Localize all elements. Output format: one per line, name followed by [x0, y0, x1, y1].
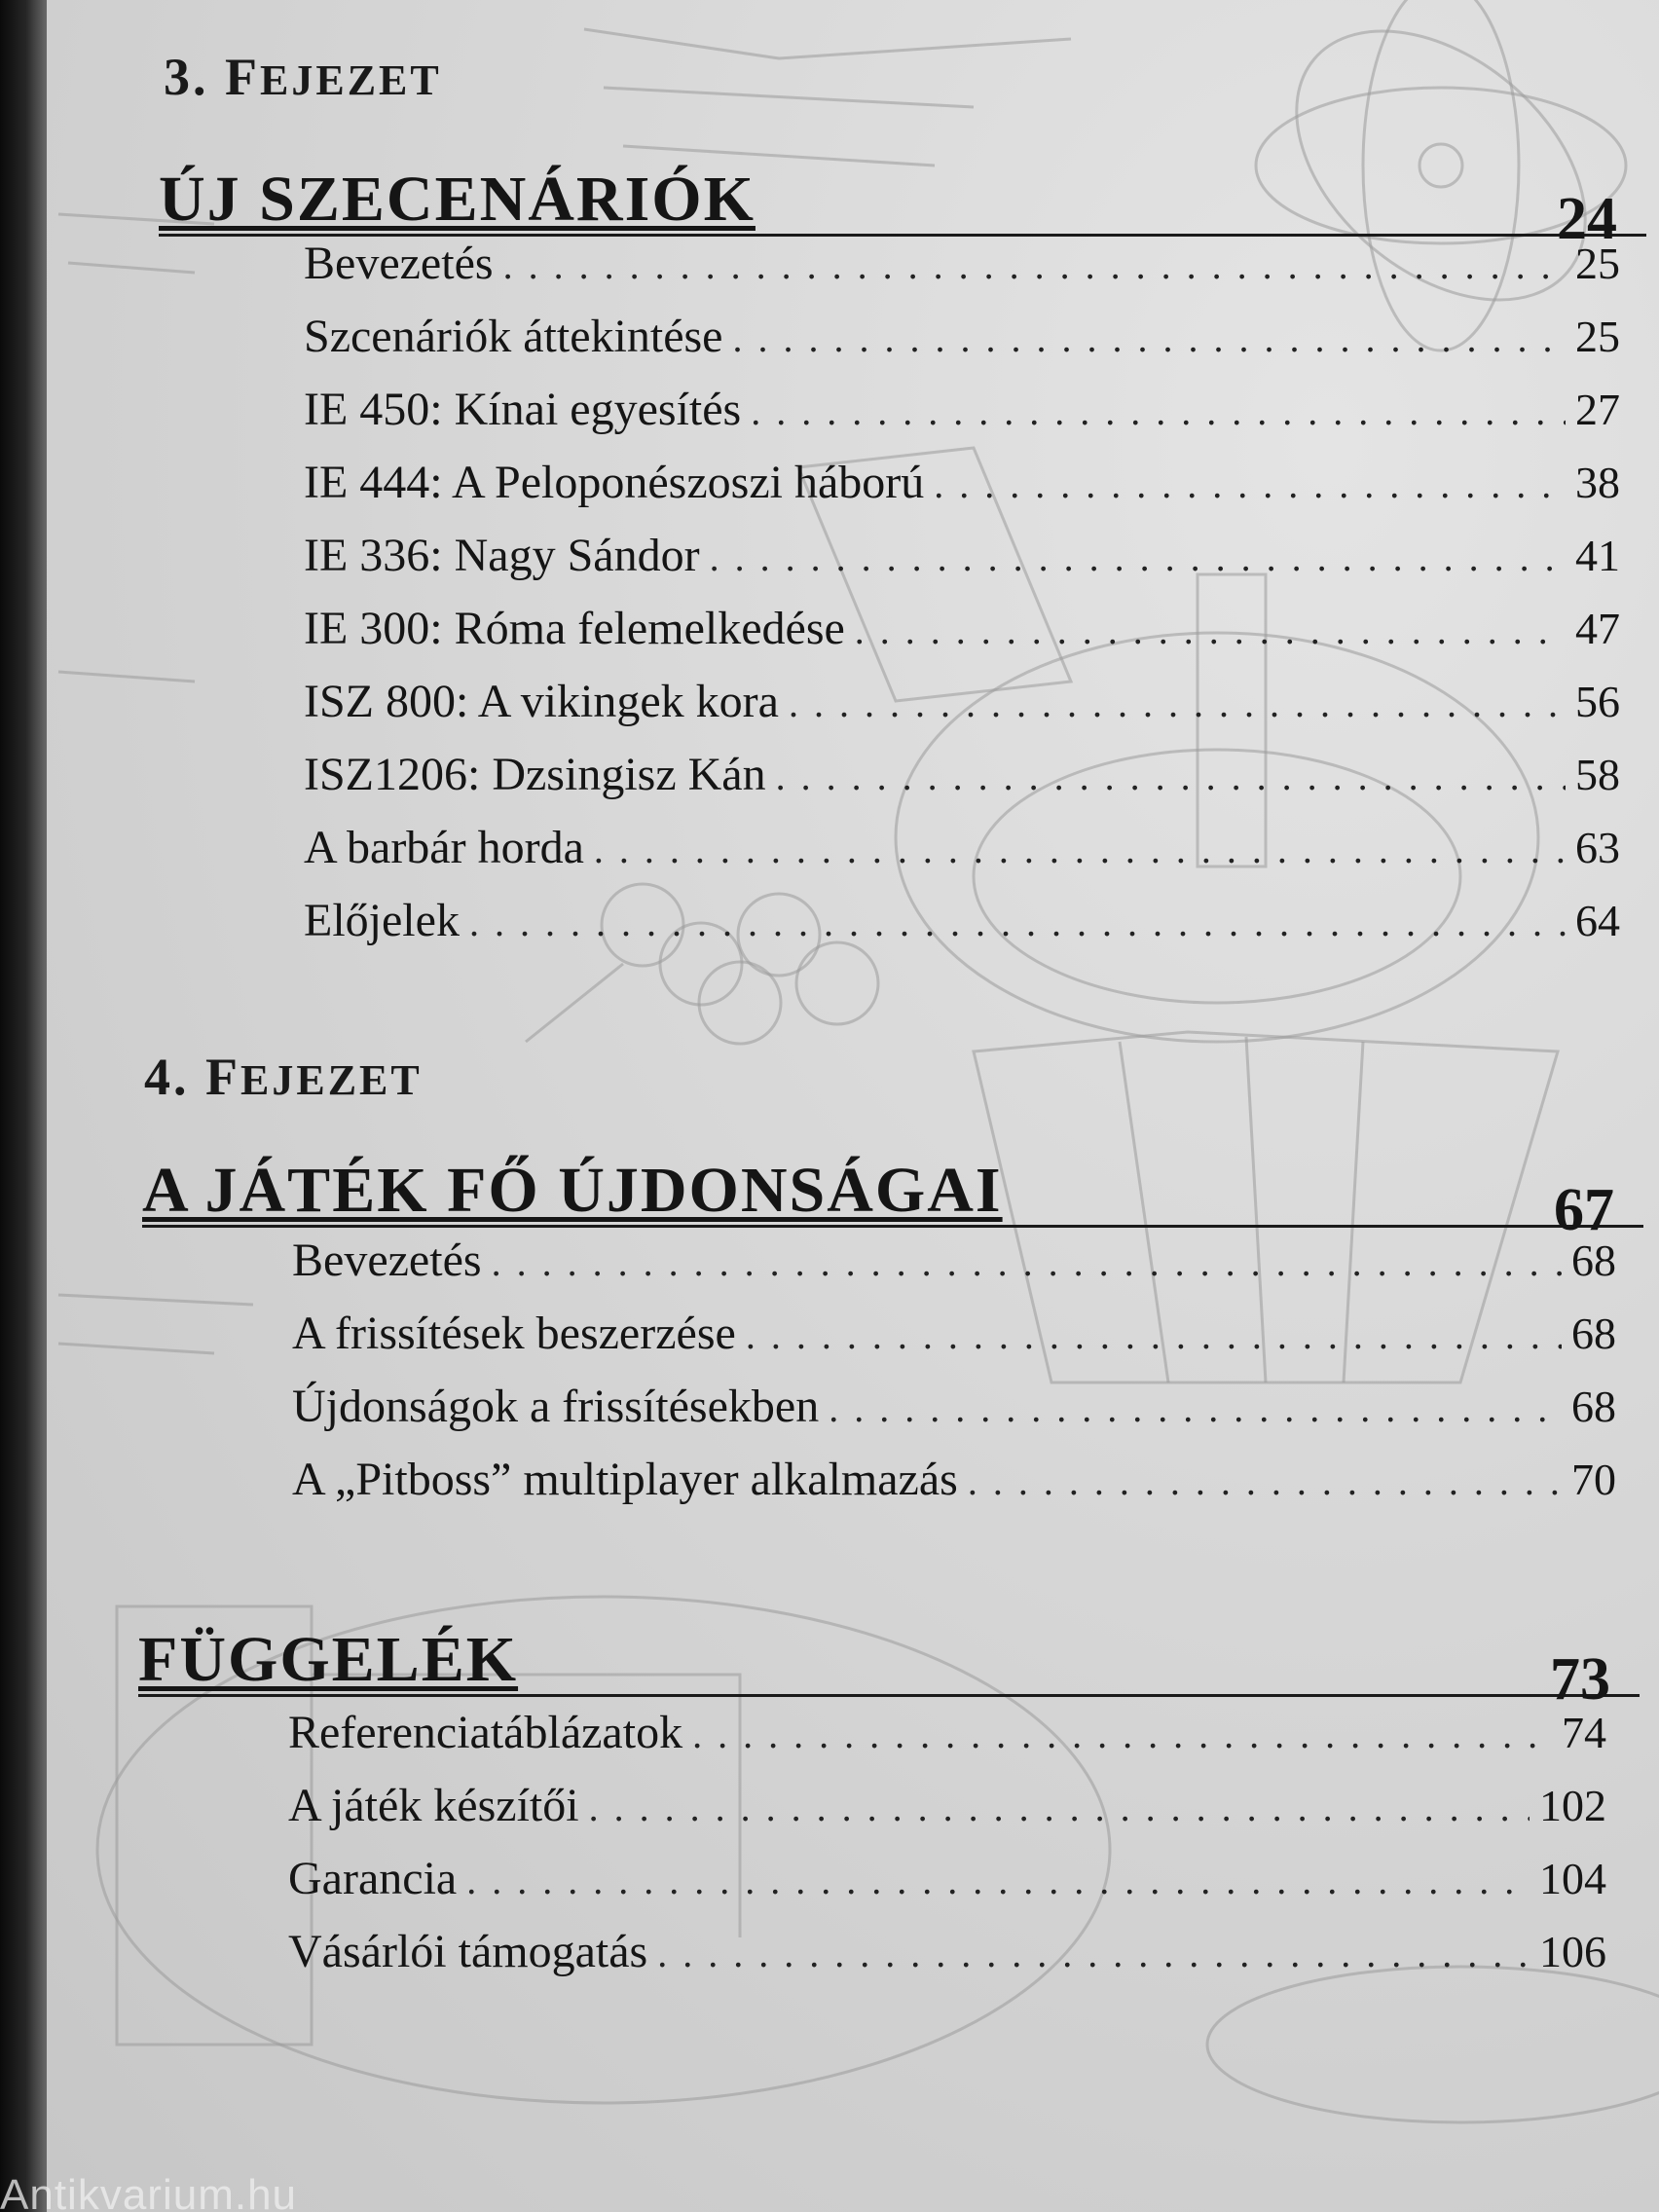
toc-entry	[288, 1842, 1606, 1915]
toc-entry-page-number: 104	[1539, 1854, 1606, 1903]
chapter-4-number: 4.	[144, 1048, 190, 1106]
toc-entry	[304, 738, 1620, 811]
toc-entry	[304, 446, 1620, 519]
toc-entry-page-number: 68	[1571, 1235, 1616, 1285]
toc-entry-page-number: 27	[1575, 385, 1620, 434]
toc-entry-page-number: 68	[1571, 1309, 1616, 1358]
toc-entry-label: A frissítések beszerzése	[292, 1308, 736, 1359]
toc-entry-label: Újdonságok a frissítésekben	[292, 1381, 820, 1432]
toc-entry-label: IE 450: Kínai egyesítés	[304, 384, 742, 435]
toc-entry-page-number: 41	[1575, 531, 1620, 580]
dot-leader	[594, 813, 1566, 886]
toc-entry-label: ISZ1206: Dzsingisz Kán	[304, 749, 766, 800]
toc-entry	[304, 884, 1620, 957]
dot-leader	[829, 1372, 1562, 1445]
toc-entry	[304, 811, 1620, 884]
dot-leader	[732, 302, 1566, 375]
toc-entry-page-number: 56	[1575, 677, 1620, 726]
toc-entry-page-number: 102	[1539, 1781, 1606, 1830]
toc-entry-label: Szcenáriók áttekintése	[304, 311, 723, 362]
toc-entry-page-number: 106	[1539, 1927, 1606, 1976]
dot-leader	[968, 1445, 1562, 1518]
toc-entry-page-number: 38	[1575, 458, 1620, 507]
toc-entry-page-number: 58	[1575, 750, 1620, 799]
toc-entry-label: IE 300: Róma felemelkedése	[304, 603, 845, 654]
chapter-3-heading	[159, 144, 1646, 252]
toc-entry-label: Bevezetés	[292, 1235, 482, 1286]
toc-entry-page-number: 25	[1575, 239, 1620, 288]
toc-entry	[292, 1443, 1616, 1516]
dot-leader	[710, 521, 1566, 594]
toc-entry	[292, 1224, 1616, 1297]
dot-leader	[503, 229, 1566, 302]
chapter-4-page-number: 67	[1554, 1177, 1614, 1243]
dot-leader	[657, 1917, 1530, 1990]
toc-entry	[304, 300, 1620, 373]
dot-leader	[746, 1299, 1562, 1372]
appendix-entries	[288, 1696, 1606, 1988]
toc-entry-page-number: 68	[1571, 1382, 1616, 1431]
toc-entry	[304, 373, 1620, 446]
chapter-3-number: 3.	[164, 48, 209, 106]
toc-entry-label: Referenciatáblázatok	[288, 1707, 683, 1758]
chapter-3-title: ÚJ SZECENÁRIÓK	[159, 164, 756, 235]
toc-entry	[304, 227, 1620, 300]
dot-leader	[466, 1844, 1530, 1917]
toc-entry	[292, 1370, 1616, 1443]
toc-entry-label: ISZ 800: A vikingek kora	[304, 676, 779, 727]
chapter-3-word-rest: EJEZET	[260, 56, 442, 104]
appendix-title: FÜGGELÉK	[138, 1624, 519, 1695]
dot-leader	[776, 740, 1566, 813]
chapter-3-entries	[304, 227, 1620, 957]
toc-entry-page-number: 74	[1562, 1708, 1606, 1757]
toc-entry-page-number: 25	[1575, 312, 1620, 361]
toc-entry-label: Garancia	[288, 1853, 458, 1904]
dot-leader	[751, 375, 1566, 448]
dot-leader	[934, 448, 1566, 521]
toc-entry	[288, 1915, 1606, 1988]
dot-leader	[492, 1226, 1562, 1299]
toc-entry-label: IE 336: Nagy Sándor	[304, 530, 700, 581]
toc-entry	[304, 519, 1620, 592]
dot-leader	[855, 594, 1566, 667]
toc-entry-label: Bevezetés	[304, 238, 494, 289]
toc-entry	[288, 1769, 1606, 1842]
dot-leader	[692, 1698, 1552, 1771]
appendix-heading	[138, 1604, 1640, 1713]
chapter-4-word-rest: EJEZET	[240, 1056, 423, 1104]
chapter-4-label	[144, 1047, 423, 1107]
toc-entry-page-number: 70	[1571, 1455, 1616, 1504]
watermark: Antikvarium.hu	[0, 2171, 298, 2212]
toc-entry-page-number: 63	[1575, 823, 1620, 872]
toc-entry-label: A játék készítői	[288, 1780, 579, 1831]
toc-entry-label: Vásárlói támogatás	[288, 1926, 648, 1977]
toc-entry	[304, 592, 1620, 665]
toc-entry-label: A „Pitboss” multiplayer alkalmazás	[292, 1454, 958, 1505]
toc-entry-page-number: 47	[1575, 604, 1620, 653]
toc-entry-page-number: 64	[1575, 896, 1620, 945]
toc-entry-label: A barbár horda	[304, 822, 584, 873]
appendix-page-number: 73	[1550, 1646, 1610, 1713]
toc-entry-label: Előjelek	[304, 895, 460, 946]
chapter-3-page-number: 24	[1557, 186, 1617, 252]
dot-leader	[789, 667, 1566, 740]
toc-entry-label: IE 444: A Peloponészoszi háború	[304, 457, 925, 508]
chapter-4-entries	[292, 1224, 1616, 1516]
dot-leader	[469, 886, 1566, 959]
toc-entry	[304, 665, 1620, 738]
chapter-4-word-initial: F	[205, 1048, 240, 1106]
chapter-3-word-initial: F	[225, 48, 260, 106]
chapter-4-heading	[142, 1135, 1643, 1243]
chapter-3-label	[164, 47, 442, 107]
dot-leader	[589, 1771, 1530, 1844]
chapter-4-title: A JÁTÉK FŐ ÚJDONSÁGAI	[142, 1155, 1003, 1226]
toc-entry	[292, 1297, 1616, 1370]
toc-entry	[288, 1696, 1606, 1769]
